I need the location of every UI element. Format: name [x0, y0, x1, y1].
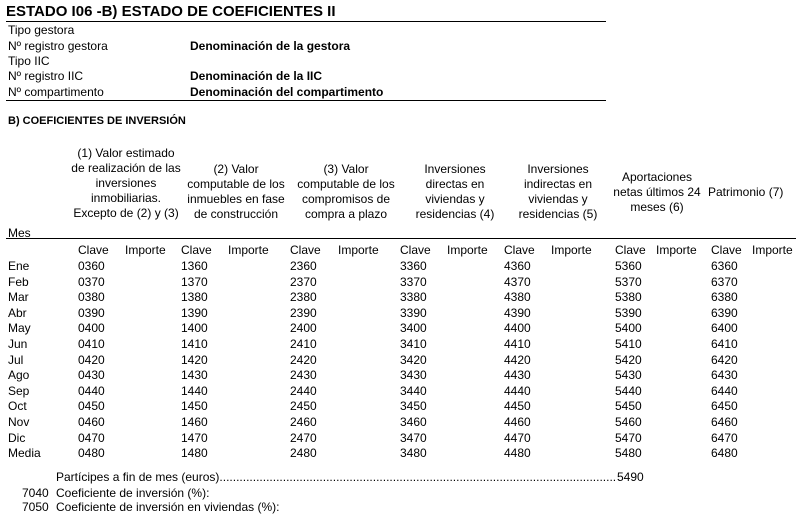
clave-header: Clave: [615, 243, 646, 257]
clave-cell: 3370: [400, 275, 427, 289]
clave-cell: 2430: [290, 368, 317, 382]
col-header-1: (1) Valor estimado de realización de las inversiones inmobiliarias. Excepto de (2) y (3): [71, 146, 181, 220]
clave-header: Clave: [78, 243, 109, 257]
clave-cell: 0390: [78, 306, 105, 320]
coef-viviendas-label: Coeficiente de inversión en viviendas (%):: [56, 500, 280, 514]
clave-cell: 6480: [711, 446, 738, 460]
clave-cell: 3360: [400, 259, 427, 273]
month-label: Mar: [8, 290, 29, 304]
clave-cell: 4480: [504, 446, 531, 460]
month-label: Oct: [8, 399, 27, 413]
month-label: Nov: [8, 415, 30, 429]
tipo-gestora-label: Tipo gestora: [8, 23, 75, 37]
denominacion-iic: Denominación de la IIC: [190, 69, 323, 83]
clave-cell: 5440: [615, 384, 642, 398]
clave-header: Clave: [290, 243, 321, 257]
clave-cell: 1450: [181, 399, 208, 413]
importe-header: Importe: [338, 243, 379, 257]
clave-cell: 6360: [711, 259, 738, 273]
clave-cell: 6390: [711, 306, 738, 320]
registro-gestora-label: Nº registro gestora: [8, 39, 108, 53]
clave-cell: 3400: [400, 321, 427, 335]
clave-cell: 2420: [290, 353, 317, 367]
month-label: Abr: [8, 306, 27, 320]
clave-cell: 0410: [78, 337, 105, 351]
clave-cell: 6370: [711, 275, 738, 289]
clave-cell: 3380: [400, 290, 427, 304]
col-header-5: Inversiones indirectas en viviendas y residencias (5): [518, 162, 598, 221]
clave-cell: 0420: [78, 353, 105, 367]
clave-cell: 3470: [400, 431, 427, 445]
clave-cell: 0440: [78, 384, 105, 398]
clave-cell: 2450: [290, 399, 317, 413]
clave-cell: 2370: [290, 275, 317, 289]
section-title: B) COEFICIENTES DE INVERSIÓN: [8, 115, 186, 127]
month-label: Media: [8, 446, 41, 460]
clave-cell: 6430: [711, 368, 738, 382]
coef-inversion-label: Coeficiente de inversión (%):: [56, 486, 210, 500]
clave-cell: 1430: [181, 368, 208, 382]
clave-cell: 5450: [615, 399, 642, 413]
clave-cell: 6470: [711, 431, 738, 445]
clave-cell: 2460: [290, 415, 317, 429]
mes-label: Mes: [8, 226, 31, 240]
clave-cell: 5380: [615, 290, 642, 304]
clave-cell: 6450: [711, 399, 738, 413]
clave-header: Clave: [181, 243, 212, 257]
clave-cell: 0400: [78, 321, 105, 335]
clave-cell: 4360: [504, 259, 531, 273]
importe-header: Importe: [656, 243, 697, 257]
page-title: ESTADO I06 -B) ESTADO DE COEFICIENTES II: [6, 3, 336, 20]
clave-cell: 2360: [290, 259, 317, 273]
clave-cell: 4410: [504, 337, 531, 351]
clave-cell: 5470: [615, 431, 642, 445]
clave-cell: 3390: [400, 306, 427, 320]
clave-cell: 4470: [504, 431, 531, 445]
clave-cell: 3450: [400, 399, 427, 413]
clave-cell: 0470: [78, 431, 105, 445]
clave-cell: 4380: [504, 290, 531, 304]
clave-header: Clave: [400, 243, 431, 257]
clave-cell: 4430: [504, 368, 531, 382]
registro-iic-label: Nº registro IIC: [8, 69, 84, 83]
month-label: Ago: [8, 368, 30, 382]
clave-cell: 5390: [615, 306, 642, 320]
clave-header: Clave: [711, 243, 742, 257]
clave-cell: 4460: [504, 415, 531, 429]
importe-header: Importe: [125, 243, 166, 257]
clave-cell: 0370: [78, 275, 105, 289]
clave-cell: 1360: [181, 259, 208, 273]
col-header-7: Patrimonio (7): [708, 185, 784, 199]
clave-cell: 4440: [504, 384, 531, 398]
clave-cell: 4370: [504, 275, 531, 289]
clave-cell: 0460: [78, 415, 105, 429]
coef-viviendas-code: 7050: [22, 500, 49, 514]
clave-cell: 2410: [290, 337, 317, 351]
month-label: Dic: [8, 431, 26, 445]
clave-cell: 3410: [400, 337, 427, 351]
clave-cell: 3440: [400, 384, 427, 398]
tipo-iic-label: Tipo IIC: [8, 54, 50, 68]
clave-cell: 5370: [615, 275, 642, 289]
clave-cell: 1400: [181, 321, 208, 335]
clave-cell: 6380: [711, 290, 738, 304]
clave-cell: 3430: [400, 368, 427, 382]
clave-cell: 3420: [400, 353, 427, 367]
clave-cell: 1380: [181, 290, 208, 304]
col-header-6: Aportaciones netas últimos 24 meses (6): [613, 170, 701, 214]
month-label: Sep: [8, 384, 30, 398]
clave-cell: 2390: [290, 306, 317, 320]
clave-cell: 4420: [504, 353, 531, 367]
clave-cell: 1470: [181, 431, 208, 445]
clave-cell: 5400: [615, 321, 642, 335]
coef-inversion-code: 7040: [22, 486, 49, 500]
month-label: Jul: [8, 353, 24, 367]
clave-cell: 6410: [711, 337, 738, 351]
importe-header: Importe: [551, 243, 592, 257]
clave-cell: 1420: [181, 353, 208, 367]
table-header-divider: [6, 238, 796, 239]
clave-cell: 4390: [504, 306, 531, 320]
clave-header: Clave: [504, 243, 535, 257]
month-label: Ene: [8, 259, 30, 273]
clave-cell: 5460: [615, 415, 642, 429]
clave-cell: 3460: [400, 415, 427, 429]
month-label: Jun: [8, 337, 28, 351]
clave-cell: 1410: [181, 337, 208, 351]
denominacion-gestora: Denominación de la gestora: [190, 39, 351, 53]
clave-cell: 1370: [181, 275, 208, 289]
col-header-3: (3) Valor computable de los compromisos de compra a plazo: [297, 162, 395, 221]
clave-cell: 5480: [615, 446, 642, 460]
month-label: May: [8, 321, 31, 335]
clave-cell: 1460: [181, 415, 208, 429]
col-header-4: Inversiones directas en viviendas y residencias (4): [415, 162, 495, 221]
importe-header: Importe: [752, 243, 793, 257]
clave-cell: 0450: [78, 399, 105, 413]
importe-header: Importe: [228, 243, 269, 257]
clave-cell: 6460: [711, 415, 738, 429]
clave-cell: 1440: [181, 384, 208, 398]
clave-cell: 5360: [615, 259, 642, 273]
clave-cell: 1390: [181, 306, 208, 320]
compartimento-label: Nº compartimento: [8, 85, 104, 99]
clave-cell: 4400: [504, 321, 531, 335]
clave-cell: 0380: [78, 290, 105, 304]
clave-cell: 0480: [78, 446, 105, 460]
clave-cell: 4450: [504, 399, 531, 413]
clave-cell: 2470: [290, 431, 317, 445]
clave-cell: 2380: [290, 290, 317, 304]
clave-cell: 0430: [78, 368, 105, 382]
clave-cell: 0360: [78, 259, 105, 273]
importe-header: Importe: [447, 243, 488, 257]
col-header-2: (2) Valor computable de los inmuebles en fase de construcción: [187, 162, 285, 221]
clave-cell: 3480: [400, 446, 427, 460]
clave-cell: 2400: [290, 321, 317, 335]
clave-cell: 6420: [711, 353, 738, 367]
clave-cell: 5410: [615, 337, 642, 351]
participes-label: Partícipes a fin de mes (euros).......................................................................................................................: [56, 470, 617, 484]
denominacion-compartimento: Denominación del compartimento: [190, 85, 384, 99]
clave-cell: 2480: [290, 446, 317, 460]
clave-cell: 5430: [615, 368, 642, 382]
clave-cell: 2440: [290, 384, 317, 398]
participes-clave: 5490: [617, 470, 644, 484]
clave-cell: 5420: [615, 353, 642, 367]
month-label: Feb: [8, 275, 29, 289]
title-divider: [6, 21, 606, 22]
clave-cell: 6400: [711, 321, 738, 335]
clave-cell: 1480: [181, 446, 208, 460]
clave-cell: 6440: [711, 384, 738, 398]
header-divider: [6, 100, 606, 101]
